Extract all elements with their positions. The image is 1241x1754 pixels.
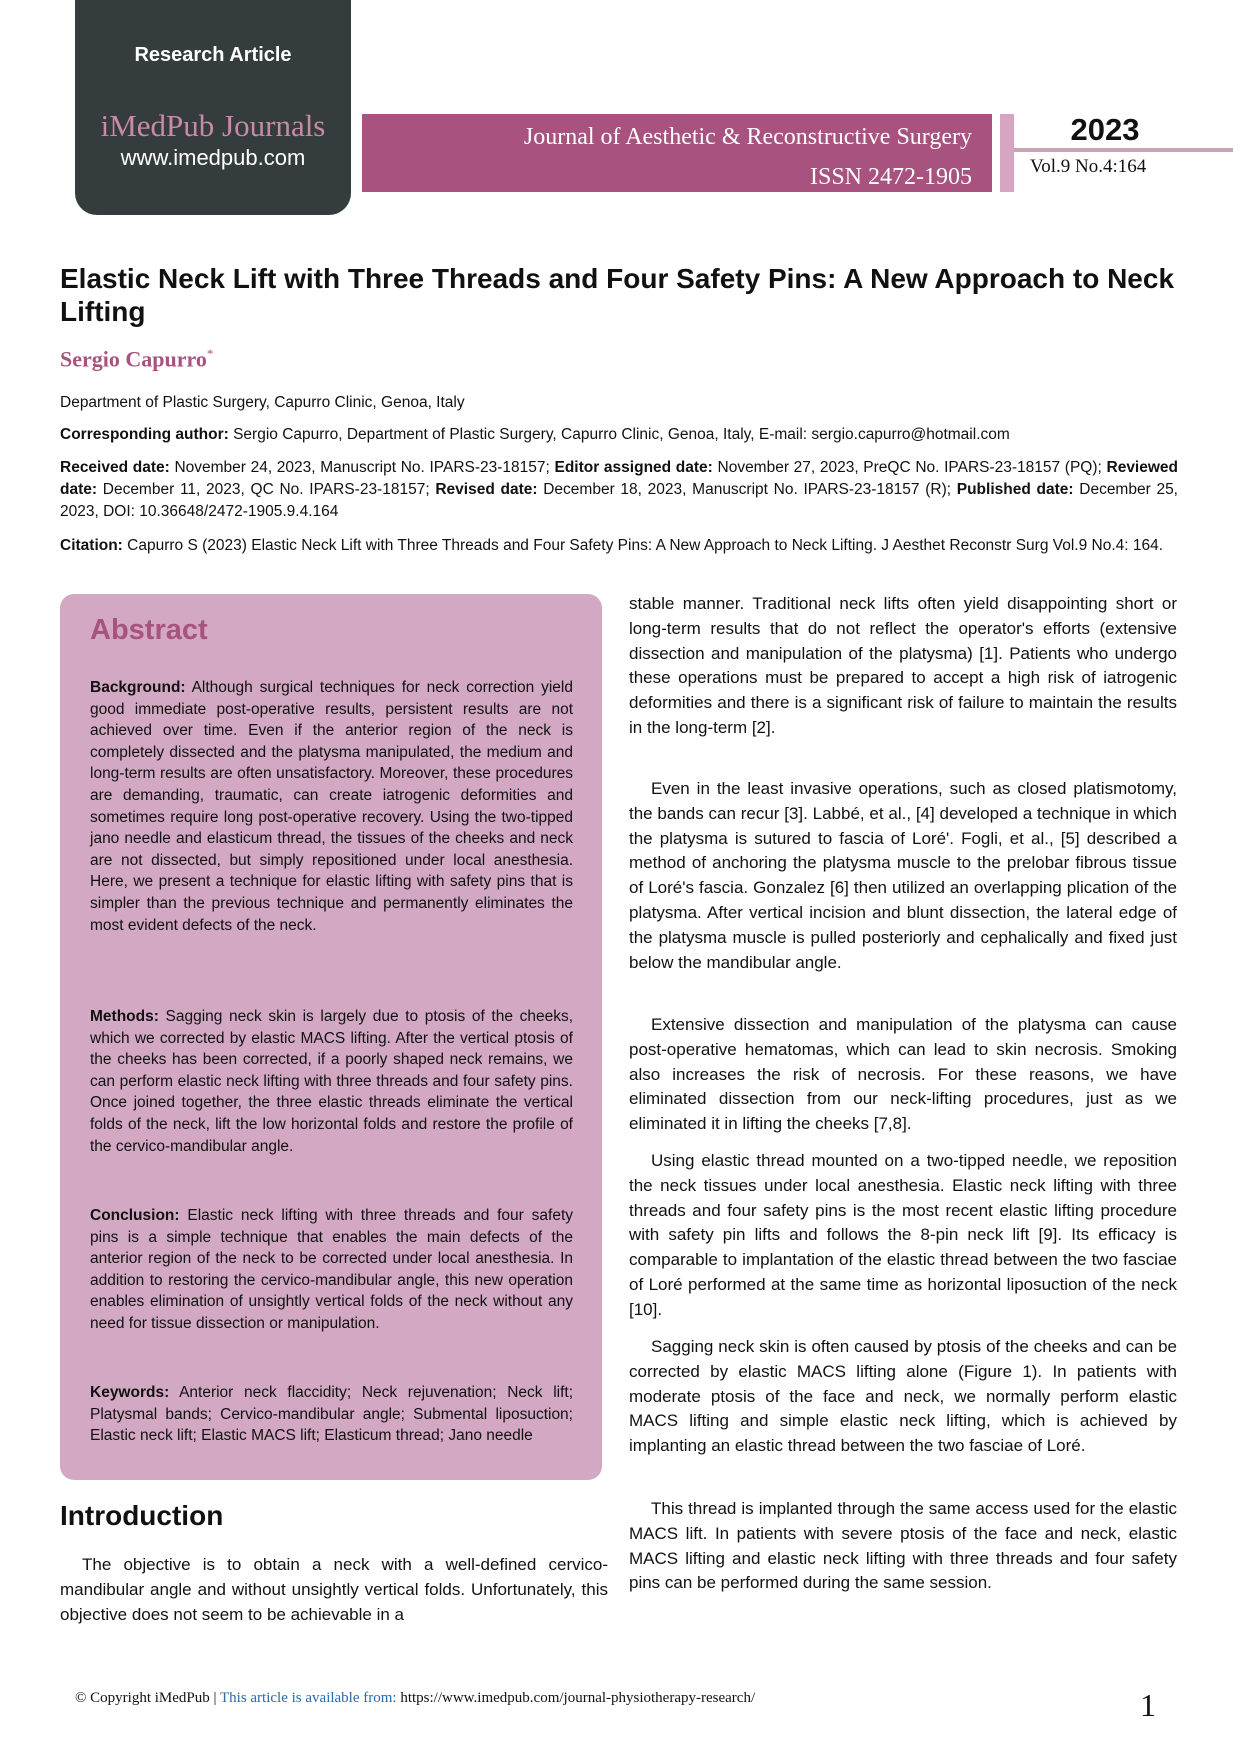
editor-label: Editor assigned date: [554, 459, 713, 476]
intro-paragraph-2: Even in the least invasive operations, such as closed platismotomy, the bands can recur [3]. Labbé, et al., [4] developed a technique in which the platysma is sutured to fascia of Loré'. Fogli, et al., [5] described a method of anchoring the platysma muscle to the prelobar fibrous tissue of Loré's fascia. Gonzalez [6] then utilized an overlapping plication of the platysma. After vertical incision and blunt dissection, the lateral edge of the platysma muscle is pulled posteriorly and cephalically and fixed just below the mandibular angle. [629, 779, 1177, 972]
intro-paragraph-5: Sagging neck skin is often caused by ptosis of the cheeks and can be corrected by elastic MACS lifting alone (Figure 1). In patients with moderate ptosis of the face and neck, we normally perform elastic MACS lifting and simple elastic neck lifting, which is achieved by implanting an elastic thread between the two fasciae of Loré. [629, 1337, 1177, 1456]
published-label: Published date: [956, 481, 1074, 498]
copyright: © Copyright iMedPub | [75, 1690, 217, 1706]
editor-text: November 27, 2023, PreQC No. IPARS-23-18157 (PQ); [717, 459, 1102, 476]
received-label: Received date: [60, 459, 170, 476]
abstract-methods [90, 1006, 573, 1157]
citation-text: Capurro S (2023) Elastic Neck Lift with Three Threads and Four Safety Pins: A New Approach to Neck Lifting. J Aesthet Reconstr Surg Vol.9 No.4: 164. [127, 537, 1164, 554]
revised-text: December 18, 2023, Manuscript No. IPARS-23-18157 (R); [543, 481, 952, 498]
published-text: December 25, 2023, DOI: 10.36648/2472-1905.9.4.164 [60, 481, 1178, 520]
abstract-keywords [90, 1382, 573, 1447]
conclusion-label: Conclusion: [90, 1207, 180, 1224]
journal-issn: ISSN 2472-1905 [809, 164, 972, 190]
keywords-label: Keywords: [90, 1384, 170, 1401]
banner-accent [1000, 114, 1014, 192]
article-url[interactable]: https://www.imedpub.com/journal-physiotherapy-research/ [400, 1690, 756, 1706]
publisher-url[interactable]: www.imedpub.com [120, 145, 306, 170]
intro-paragraph-6: This thread is implanted through the same access used for the elastic MACS lift. In patients with severe ptosis of the face and neck, elastic MACS lifting and elastic neck lifting with three threads and four safety pins can be performed during the same session. [629, 1499, 1177, 1593]
methods-label: Methods: [90, 1008, 159, 1025]
corresponding-label: Corresponding author: [60, 426, 229, 443]
page-footer [75, 1690, 755, 1707]
abstract-heading: Abstract [90, 614, 208, 646]
intro-paragraph-left: The objective is to obtain a neck with a well-defined cervico-mandibular angle and without unsightly vertical folds. Unfortunately, this objective does not seem to be achievable in a [60, 1555, 608, 1624]
author-name-text: Sergio Capurro [60, 346, 207, 372]
intro-paragraph-3: Extensive dissection and manipulation of the platysma can cause post-operative hematomas, which can lead to skin necrosis. Smoking also increases the risk of necrosis. For these reasons, we have eliminated dissection from our neck-lifting procedures, just as we eliminated it in lifting the cheeks [7,8]. [629, 1015, 1177, 1134]
article-dates [60, 457, 1178, 523]
page-number: 1 [1140, 1687, 1156, 1723]
publisher-name: iMedPub Journals [100, 108, 326, 143]
publication-year: 2023 [1070, 112, 1140, 147]
journal-name: Journal of Aesthetic & Reconstructive Surgery [523, 124, 972, 150]
citation-label: Citation: [60, 537, 123, 554]
corresponding-text: Sergio Capurro, Department of Plastic Surgery, Capurro Clinic, Genoa, Italy, E-mail: sergio.capurro@hotmail.com [233, 426, 1010, 443]
affiliation: Department of Plastic Surgery, Capurro Clinic, Genoa, Italy [60, 394, 465, 411]
revised-label: Revised date: [435, 481, 538, 498]
author-name [60, 346, 213, 372]
intro-paragraph-4: Using elastic thread mounted on a two-tipped needle, we reposition the neck tissues under local anesthesia. Elastic neck lifting with three threads and four safety pins is the most recent elastic lifting procedure with safety pin lifts and follows the 8-pin neck lift [9]. Its efficacy is comparable to implantation of the elastic thread between the two fasciae of Loré performed at the same time as horizontal liposuction of the neck [10]. [629, 1151, 1177, 1319]
citation [60, 535, 1178, 557]
abstract-conclusion [90, 1205, 573, 1335]
methods-text: Sagging neck skin is largely due to ptosis of the cheeks, which we corrected by elastic MACS lifting. After the vertical ptosis of the cheeks has been corrected, if a poorly shaped neck remains, we can perform elastic neck lifting with three threads and four safety pins. Once joined together, the three elastic threads eliminate the vertical folds of the neck, lift the low horizontal folds and restore the profile of the cervico-mandibular angle. [90, 1008, 574, 1155]
background-label: Background: [90, 679, 186, 696]
author-mark: * [206, 346, 214, 361]
availability-label: This article is available from: [219, 1690, 397, 1706]
background-text: Although surgical techniques for neck correction yield good immediate post-operative results, persistent results are not achieved over time. Even if the anterior region of the neck is completely dissected and the platysma manipulated, the medium and long-term results are often unsatisfactory. Moreover, these procedures are demanding, traumatic, can create iatrogenic deformities and sometimes require long post-operative recovery. Using the two-tipped jano needle and elasticum thread, the tissues of the cheeks and neck are not dissected, but simply repositioned under local anesthesia. Here, we present a technique for elastic lifting with safety pins that is simpler than the previous technique and permanently eliminates the most evident defects of the neck. [90, 679, 573, 934]
abstract-background [90, 677, 573, 936]
corresponding-author [60, 424, 1178, 446]
intro-paragraph-1: stable manner. Traditional neck lifts often yield disappointing short or long-term results that do not reflect the operator's efforts (extensive dissection and manipulation of the platysma) [1]. Patients who undergo these operations must be prepared to accept a high risk of iatrogenic deformities and there is a significant risk of failure to maintain the results in the long-term [2]. [629, 594, 1177, 737]
article-title: Elastic Neck Lift with Three Threads and Four Safety Pins: A New Approach to Neck Lifting [60, 263, 1175, 327]
volume-issue: Vol.9 No.4:164 [1030, 156, 1147, 177]
reviewed-label: Reviewed date: [60, 459, 1179, 498]
reviewed-text: December 11, 2023, QC No. IPARS-23-18157; [102, 481, 430, 498]
received-text: November 24, 2023, Manuscript No. IPARS-23-18157; [174, 459, 550, 476]
introduction-heading: Introduction [60, 1500, 224, 1531]
year-rule [1014, 148, 1233, 152]
conclusion-text: Elastic neck lifting with three threads and four safety pins is a simple technique that enables the main defects of the anterior region of the neck to be corrected under local anesthesia. In addition to restoring the cervico-mandibular angle, this new operation enables elimination of unsightly vertical folds of the neck without any need for tissue dissection or manipulation. [90, 1207, 574, 1332]
keywords-text: Anterior neck flaccidity; Neck rejuvenation; Neck lift; Platysmal bands; Cervico-mandibular angle; Submental liposuction; Elastic neck lift; Elastic MACS lift; Elasticum thread; Jano needle [90, 1384, 573, 1445]
publication-type: Research Article [134, 44, 292, 66]
